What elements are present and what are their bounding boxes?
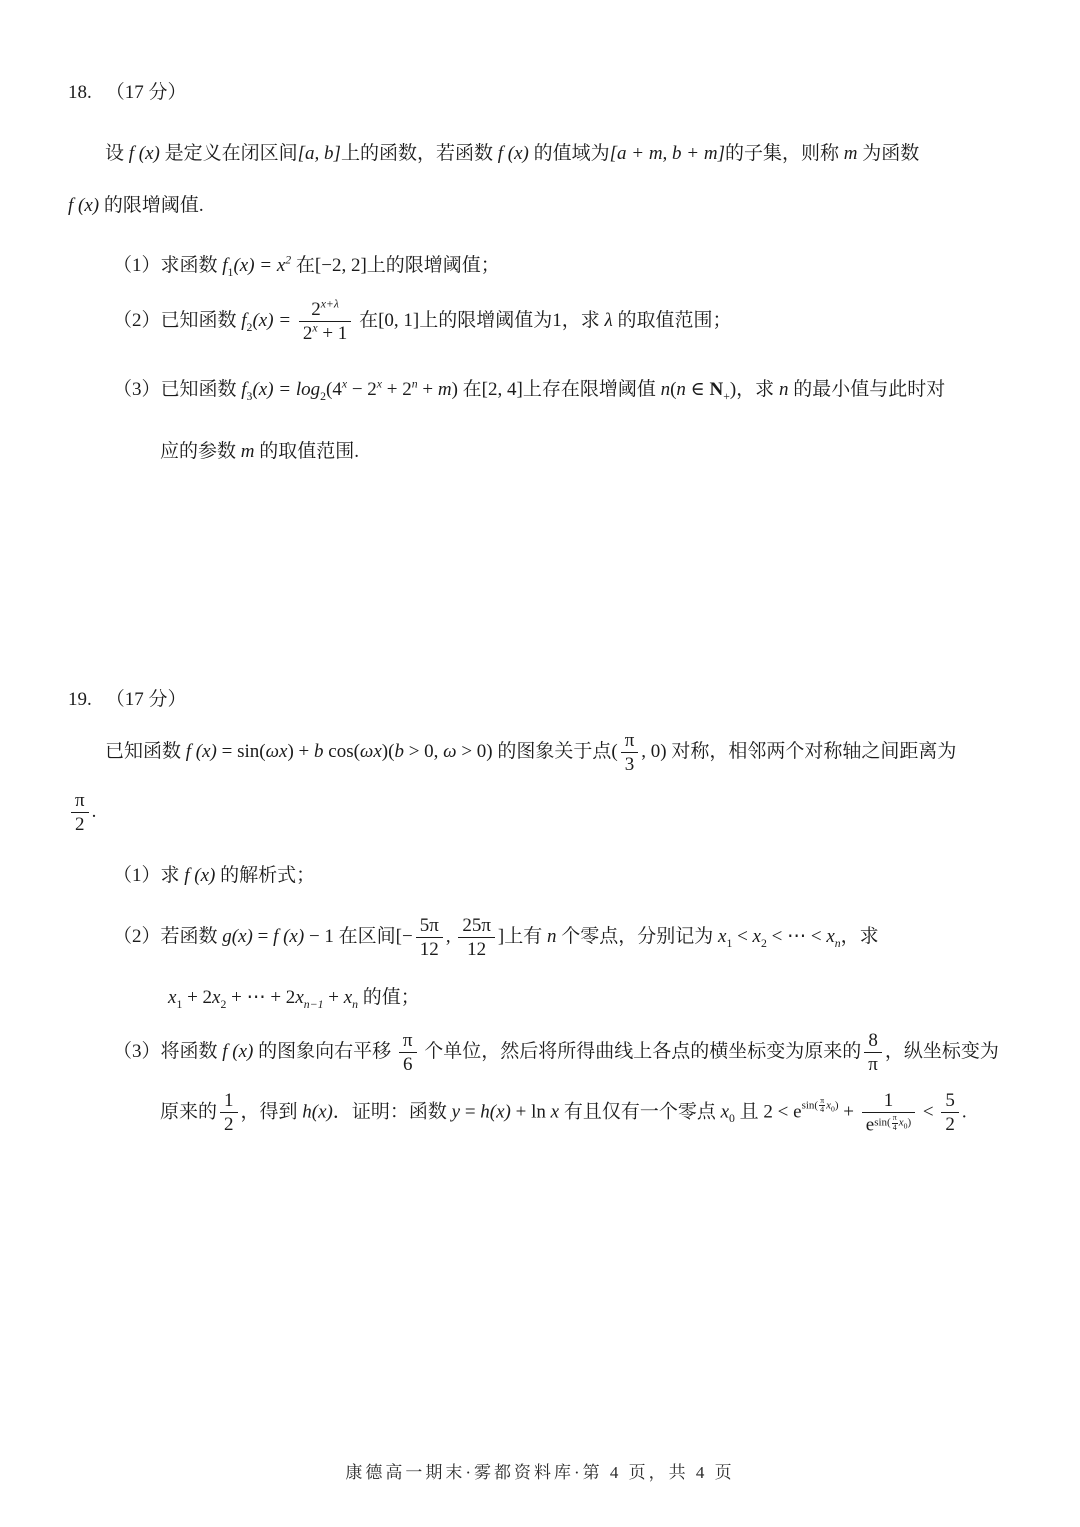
- math-num: + ln: [510, 1101, 551, 1123]
- math-var: f: [241, 310, 247, 332]
- math-num: + 2: [182, 987, 213, 1008]
- math-var: f (x): [184, 865, 216, 886]
- math-var: x: [898, 1116, 904, 1129]
- math-var: λ: [604, 310, 613, 332]
- math-num: + ⋯ + 2: [226, 987, 296, 1008]
- math-fn: ): [834, 1099, 839, 1112]
- p19-q3-line2: [160, 1090, 967, 1136]
- text: − 1 在区间[−: [304, 926, 413, 948]
- text: )，求: [729, 379, 779, 400]
- math-var: n: [676, 379, 686, 400]
- math-var: x: [295, 987, 304, 1008]
- text: ，得到: [240, 1101, 303, 1123]
- math-var: x: [212, 987, 221, 1008]
- math-interval: [a + m, b + m]: [609, 143, 725, 164]
- subscript: 3: [246, 389, 253, 403]
- subscript: +: [723, 389, 730, 403]
- text: （2）已知函数: [113, 310, 242, 332]
- subscript: 2: [246, 320, 253, 334]
- subscript: 2: [760, 936, 767, 950]
- math-var: n: [660, 379, 671, 400]
- math-var: x: [826, 1099, 832, 1112]
- fraction-numerator: π: [399, 1030, 417, 1053]
- fraction: [864, 1030, 882, 1076]
- math-var: h(x): [302, 1101, 333, 1123]
- text: (: [670, 379, 677, 400]
- fraction-numerator: π: [892, 1113, 897, 1123]
- math-expr: (x) = x: [233, 255, 286, 276]
- text: 已知函数: [105, 741, 186, 763]
- p18-intro-line1: [105, 141, 919, 168]
- math-var: f (x): [185, 741, 217, 763]
- math-num: =: [252, 926, 274, 948]
- text: 在[0, 1]上的限增阈值为1，求: [354, 310, 605, 332]
- fraction-denominator: 2: [75, 814, 85, 836]
- p19-intro-line1: [105, 730, 956, 776]
- text: .: [91, 801, 97, 823]
- math-num: =: [460, 1101, 481, 1123]
- math-var: m: [437, 379, 452, 400]
- text: .: [961, 1101, 967, 1123]
- fraction-numerator: 1: [220, 1090, 238, 1113]
- text: 个零点，分别记为: [556, 926, 718, 948]
- fraction: [399, 1030, 417, 1076]
- p19-q3-line1: [113, 1030, 999, 1076]
- p18-q3-line1: [113, 377, 945, 404]
- superscript: x: [312, 321, 318, 335]
- subscript: 2: [220, 997, 227, 1011]
- fraction-numerator: [299, 299, 351, 322]
- text: （3）将函数: [113, 1041, 223, 1063]
- fraction-numerator: 25π: [458, 915, 495, 938]
- fraction: [458, 915, 495, 961]
- math-var: m: [843, 143, 858, 164]
- text: 设: [105, 143, 129, 164]
- math-var: f: [222, 255, 228, 276]
- fraction-numerator: 1: [862, 1090, 915, 1113]
- exponent-expression: [802, 1097, 839, 1115]
- math-var: n: [546, 926, 557, 948]
- problem-18-header: [68, 80, 187, 107]
- math-num: +: [417, 379, 438, 400]
- math-num: 2: [311, 299, 321, 320]
- fraction-denominator: π: [868, 1054, 878, 1076]
- fraction: [941, 1090, 959, 1136]
- fraction-denominator: 12: [467, 939, 487, 961]
- math-num: )(: [381, 741, 395, 763]
- math-fn: ): [907, 1116, 912, 1129]
- math-num: + 2: [382, 379, 412, 400]
- subscript: 2: [320, 389, 327, 403]
- p18-q1: [113, 253, 500, 280]
- text: （1）求函数: [113, 255, 223, 276]
- math-var: b: [314, 741, 324, 763]
- subscript: n: [352, 997, 359, 1011]
- math-expr: (x) = log: [252, 379, 321, 400]
- text: 上的函数，若函数: [340, 143, 498, 164]
- fraction: [220, 1090, 238, 1136]
- math-var: x: [752, 926, 761, 948]
- math-num: − 2: [347, 379, 377, 400]
- text: ．证明：函数: [332, 1101, 452, 1123]
- math-var: g(x): [222, 926, 253, 948]
- fraction: [862, 1090, 915, 1136]
- math-var: x: [343, 987, 353, 1008]
- math-var: f (x): [68, 195, 100, 216]
- math-expr: (x) =: [252, 310, 296, 332]
- page-footer: [0, 1458, 1080, 1483]
- math-var: x: [826, 926, 835, 948]
- fraction-denominator: 12: [419, 939, 439, 961]
- math-var: x: [718, 926, 727, 948]
- text: 的子集，则称: [724, 143, 844, 164]
- math-var: h(x): [480, 1101, 511, 1123]
- math-var: ωx: [359, 741, 382, 763]
- math-num: <: [732, 926, 753, 948]
- text: ，求: [840, 926, 879, 948]
- fraction-denominator: [299, 322, 351, 344]
- math-e: e: [865, 1114, 875, 1136]
- fraction-denominator: 2: [224, 1114, 234, 1136]
- text: ) 在[2, 4]上存在限增阈值: [451, 379, 661, 400]
- fraction: [71, 790, 89, 836]
- small-fraction: [892, 1114, 898, 1132]
- math-num: <: [918, 1101, 939, 1123]
- fraction-numerator: 5π: [416, 915, 443, 938]
- math-num: 2: [302, 323, 313, 345]
- fraction: [621, 730, 639, 776]
- math-var: n: [778, 379, 789, 400]
- p19-q2-line1: [113, 915, 879, 961]
- math-var: b: [394, 741, 404, 763]
- exponent-expression: [874, 1114, 911, 1132]
- math-var: f: [241, 379, 247, 400]
- math-var: y: [451, 1101, 461, 1123]
- problem-number: 19.: [68, 689, 92, 710]
- math-num: +: [323, 987, 344, 1008]
- fraction-numerator: π: [621, 730, 639, 753]
- text: ∈: [685, 379, 710, 400]
- text: 的图象向右平移: [253, 1041, 396, 1063]
- text: 的取值范围；: [612, 310, 732, 332]
- subscript: n−1: [303, 997, 324, 1011]
- subscript: 0: [729, 1112, 735, 1126]
- math-num: +: [838, 1101, 859, 1123]
- superscript: x: [341, 377, 348, 391]
- math-num: + 1: [317, 323, 348, 345]
- math-var: f (x): [273, 926, 305, 948]
- math-fn: sin(: [874, 1116, 891, 1129]
- math-fn: sin(: [801, 1099, 819, 1112]
- subscript: 1: [176, 997, 183, 1011]
- p19-q1: [113, 863, 315, 890]
- subscript: 1: [227, 265, 234, 279]
- math-num: > 0,: [403, 741, 444, 763]
- fraction-numerator: π: [820, 1095, 825, 1105]
- fraction: [416, 915, 443, 961]
- fraction-numerator: π: [71, 790, 89, 813]
- p18-intro-line2: [68, 193, 204, 220]
- subscript: n: [834, 936, 841, 950]
- text: 的最小值与此时对: [788, 379, 946, 400]
- math-num: ,: [445, 926, 456, 948]
- problem-points: （17 分）: [105, 689, 187, 710]
- math-var: m: [240, 441, 255, 462]
- math-num: (4: [326, 379, 342, 400]
- math-var: x: [550, 1101, 560, 1123]
- problem-19-header: [68, 687, 187, 714]
- fraction-denominator: [862, 1113, 915, 1136]
- math-num: = sin(: [216, 741, 266, 763]
- p19-q2-line2: [168, 985, 420, 1012]
- fraction-denominator: 2: [945, 1114, 955, 1136]
- math-var: f (x): [222, 1041, 254, 1063]
- math-var: x: [168, 987, 177, 1008]
- text: 原来的: [160, 1101, 218, 1123]
- math-interval: [a, b]: [297, 143, 341, 164]
- math-set-N: N: [709, 379, 724, 400]
- math-var: f (x): [128, 143, 160, 164]
- text: 是定义在闭区间: [159, 143, 298, 164]
- text: 的取值范围.: [254, 441, 360, 462]
- text: 在[−2, 2]上的限增阈值；: [291, 255, 500, 276]
- math-num: < ⋯ <: [766, 926, 827, 948]
- text: 的值域为: [528, 143, 610, 164]
- problem-points: （17 分）: [105, 82, 187, 103]
- text: （3）已知函数: [113, 379, 242, 400]
- text: 的值；: [358, 987, 420, 1008]
- text: > 0) 的图象关于点(: [456, 741, 618, 763]
- text: 且 2 < e: [734, 1101, 802, 1123]
- math-var: f (x): [497, 143, 529, 164]
- footer-text: 康德高一期末·雾都资料库·第 4 页，共 4 页: [345, 1463, 735, 1482]
- math-var: ωx: [265, 741, 288, 763]
- fraction-denominator: 3: [624, 754, 635, 776]
- small-fraction: [819, 1097, 825, 1115]
- text: 个单位，然后将所得曲线上各点的横坐标变为原来的: [419, 1041, 862, 1063]
- fraction-numerator: 5: [941, 1090, 959, 1113]
- subscript: 0: [903, 1121, 908, 1131]
- fraction-numerator: 8: [864, 1030, 882, 1053]
- math-num: ) +: [287, 741, 315, 763]
- superscript: n: [411, 377, 418, 391]
- text: （2）若函数: [113, 926, 223, 948]
- fraction-denominator: 4: [892, 1122, 897, 1132]
- p18-q2: [113, 299, 731, 345]
- fraction-denominator: 6: [402, 1054, 413, 1076]
- text: 的解析式；: [215, 865, 316, 886]
- math-var: ω: [443, 741, 457, 763]
- problem-number: 18.: [68, 82, 92, 103]
- fraction-denominator: 4: [820, 1105, 825, 1115]
- subscript: 1: [726, 936, 733, 950]
- math-var: x: [720, 1101, 730, 1123]
- text: （1）求: [113, 865, 185, 886]
- superscript: 2: [285, 253, 292, 267]
- superscript: x+λ: [320, 297, 339, 311]
- p19-intro-line2: [68, 790, 96, 836]
- superscript: x: [376, 377, 383, 391]
- text: 应的参数: [160, 441, 241, 462]
- subscript: 0: [831, 1104, 835, 1114]
- text: , 0) 对称，相邻两个对称轴之间距离为: [641, 741, 957, 763]
- fraction: [299, 299, 351, 345]
- text: ，纵坐标变为: [884, 1041, 999, 1063]
- text: 有且仅有一个零点: [559, 1101, 721, 1123]
- text: 为函数: [857, 143, 920, 164]
- p18-q3-line2: [160, 439, 359, 466]
- math-num: cos(: [323, 741, 360, 763]
- text: ]上有: [497, 926, 547, 948]
- text: 的限增阈值.: [99, 195, 204, 216]
